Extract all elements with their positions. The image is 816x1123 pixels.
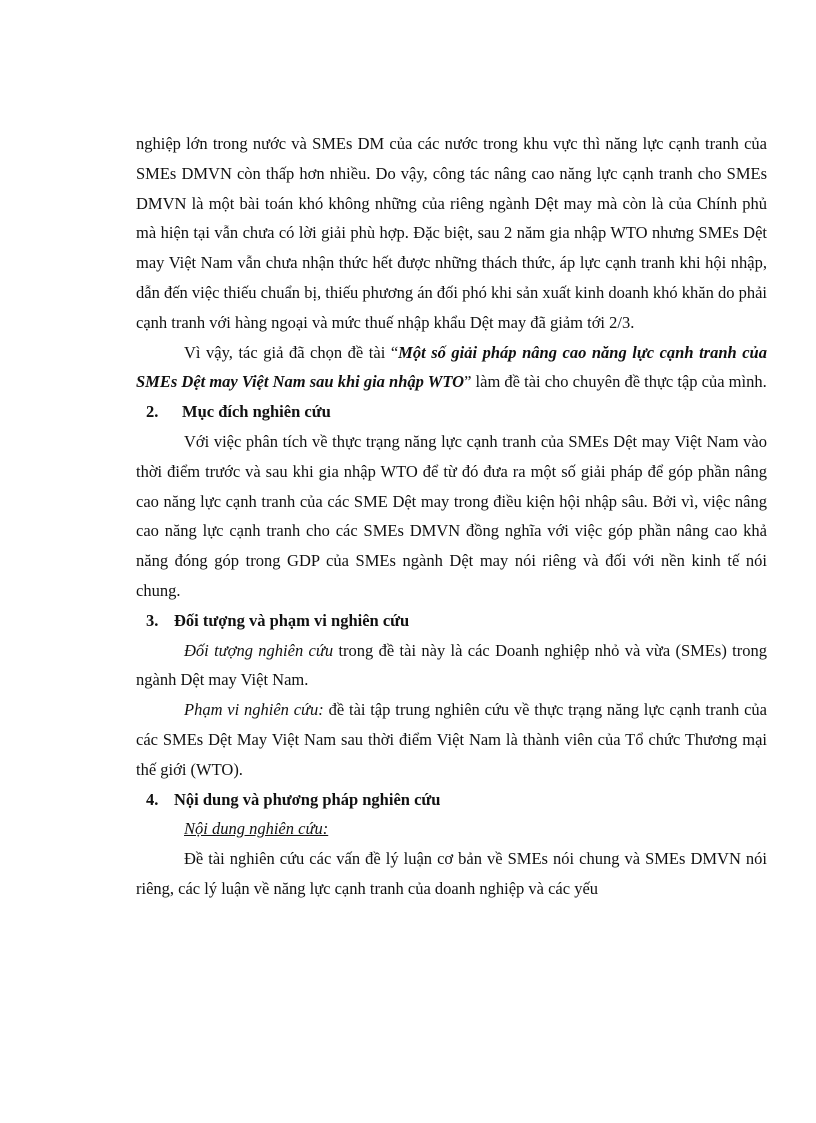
heading-research-scope [136, 606, 767, 636]
research-object-label: Đối tượng nghiên cứu [184, 640, 334, 660]
paragraph-research-range [136, 695, 767, 784]
heading-text: Mục đích nghiên cứu [182, 402, 331, 422]
heading-content-methods [136, 785, 767, 815]
heading-number: 4. [146, 789, 159, 809]
paragraph-research-purpose: Với việc phân tích về thực trạng năng lực cạnh tranh của SMEs Dệt may Việt Nam vào thời điểm trước và sau khi gia nhập WTO để từ đó đưa ra một số giải pháp để góp phần nâng cao năng lực cạnh tranh của các SME Dệt may trong điều kiện hội nhập sâu. Bởi vì, việc nâng cao năng lực cạnh tranh cho các SMEs DMVN đồng nghĩa với việc góp phần nâng cao khả năng đóng góp trong GDP của SMEs ngành Dệt may nói riêng và đối với nền kinh tế nói chung. [136, 431, 767, 600]
document-page [136, 129, 767, 904]
heading-number: 3. [146, 610, 159, 630]
paragraph-research-object [136, 636, 767, 696]
heading-number: 2. [146, 402, 159, 422]
paragraph-intro-continued: nghiệp lớn trong nước và SMEs DM của các nước trong khu vực thì năng lực cạnh tranh của SMEs DMVN còn thấp hơn nhiều. Do vậy, công tác nâng cao năng lực cạnh tranh cho SMEs DMVN là một bài toán khó không những của riêng ngành Dệt may mà còn là của Chính phủ mà hiện tại vẫn chưa có lời giải phù hợp. Đặc biệt, sau 2 năm gia nhập WTO nhưng SMEs Dệt may Việt Nam vẫn chưa nhận thức hết được những thách thức, áp lực cạnh tranh khi hội nhập, dẫn đến việc thiếu chuẩn bị, thiếu phương án đối phó khi sản xuất kinh doanh khó khăn do phải cạnh tranh với hàng ngoại và mức thuế nhập khẩu Dệt may đã giảm tới 2/3. [136, 134, 767, 332]
paragraph-topic-choice [136, 338, 767, 398]
research-range-text: đề tài tập trung nghiên cứu về thực trạng năng lực cạnh tranh của các SMEs Dệt May Việt Nam sau thời điểm Việt Nam là thành viên của Tổ chức Thương mại thế giới (WTO). [136, 700, 767, 779]
topic-lead-text: Vì vậy, tác giả đã chọn đề tài “ [184, 342, 399, 362]
topic-tail-text: ” làm đề tài cho chuyên đề thực tập của mình. [464, 372, 767, 392]
research-content-label: Nội dung nghiên cứu: [184, 819, 329, 839]
research-range-label: Phạm vi nghiên cứu: [184, 700, 324, 720]
research-object-text: trong đề tài này là các Doanh nghiệp nhỏ và vừa (SMEs) trong ngành Dệt may Việt Nam. [136, 640, 768, 690]
heading-text: Đối tượng và phạm vi nghiên cứu [174, 610, 410, 630]
paragraph-content-label [136, 814, 767, 844]
topic-title: Một số giải pháp nâng cao năng lực cạnh tranh của SMEs Dệt may Việt Nam sau khi gia nhập WTO [136, 342, 767, 392]
heading-text: Nội dung và phương pháp nghiên cứu [174, 789, 441, 809]
heading-research-purpose [136, 397, 767, 427]
paragraph-research-content: Đề tài nghiên cứu các vấn đề lý luận cơ bản về SMEs nói chung và SMEs DMVN nói riêng, các lý luận về năng lực cạnh tranh của doanh nghiệp và các yếu [136, 849, 767, 898]
